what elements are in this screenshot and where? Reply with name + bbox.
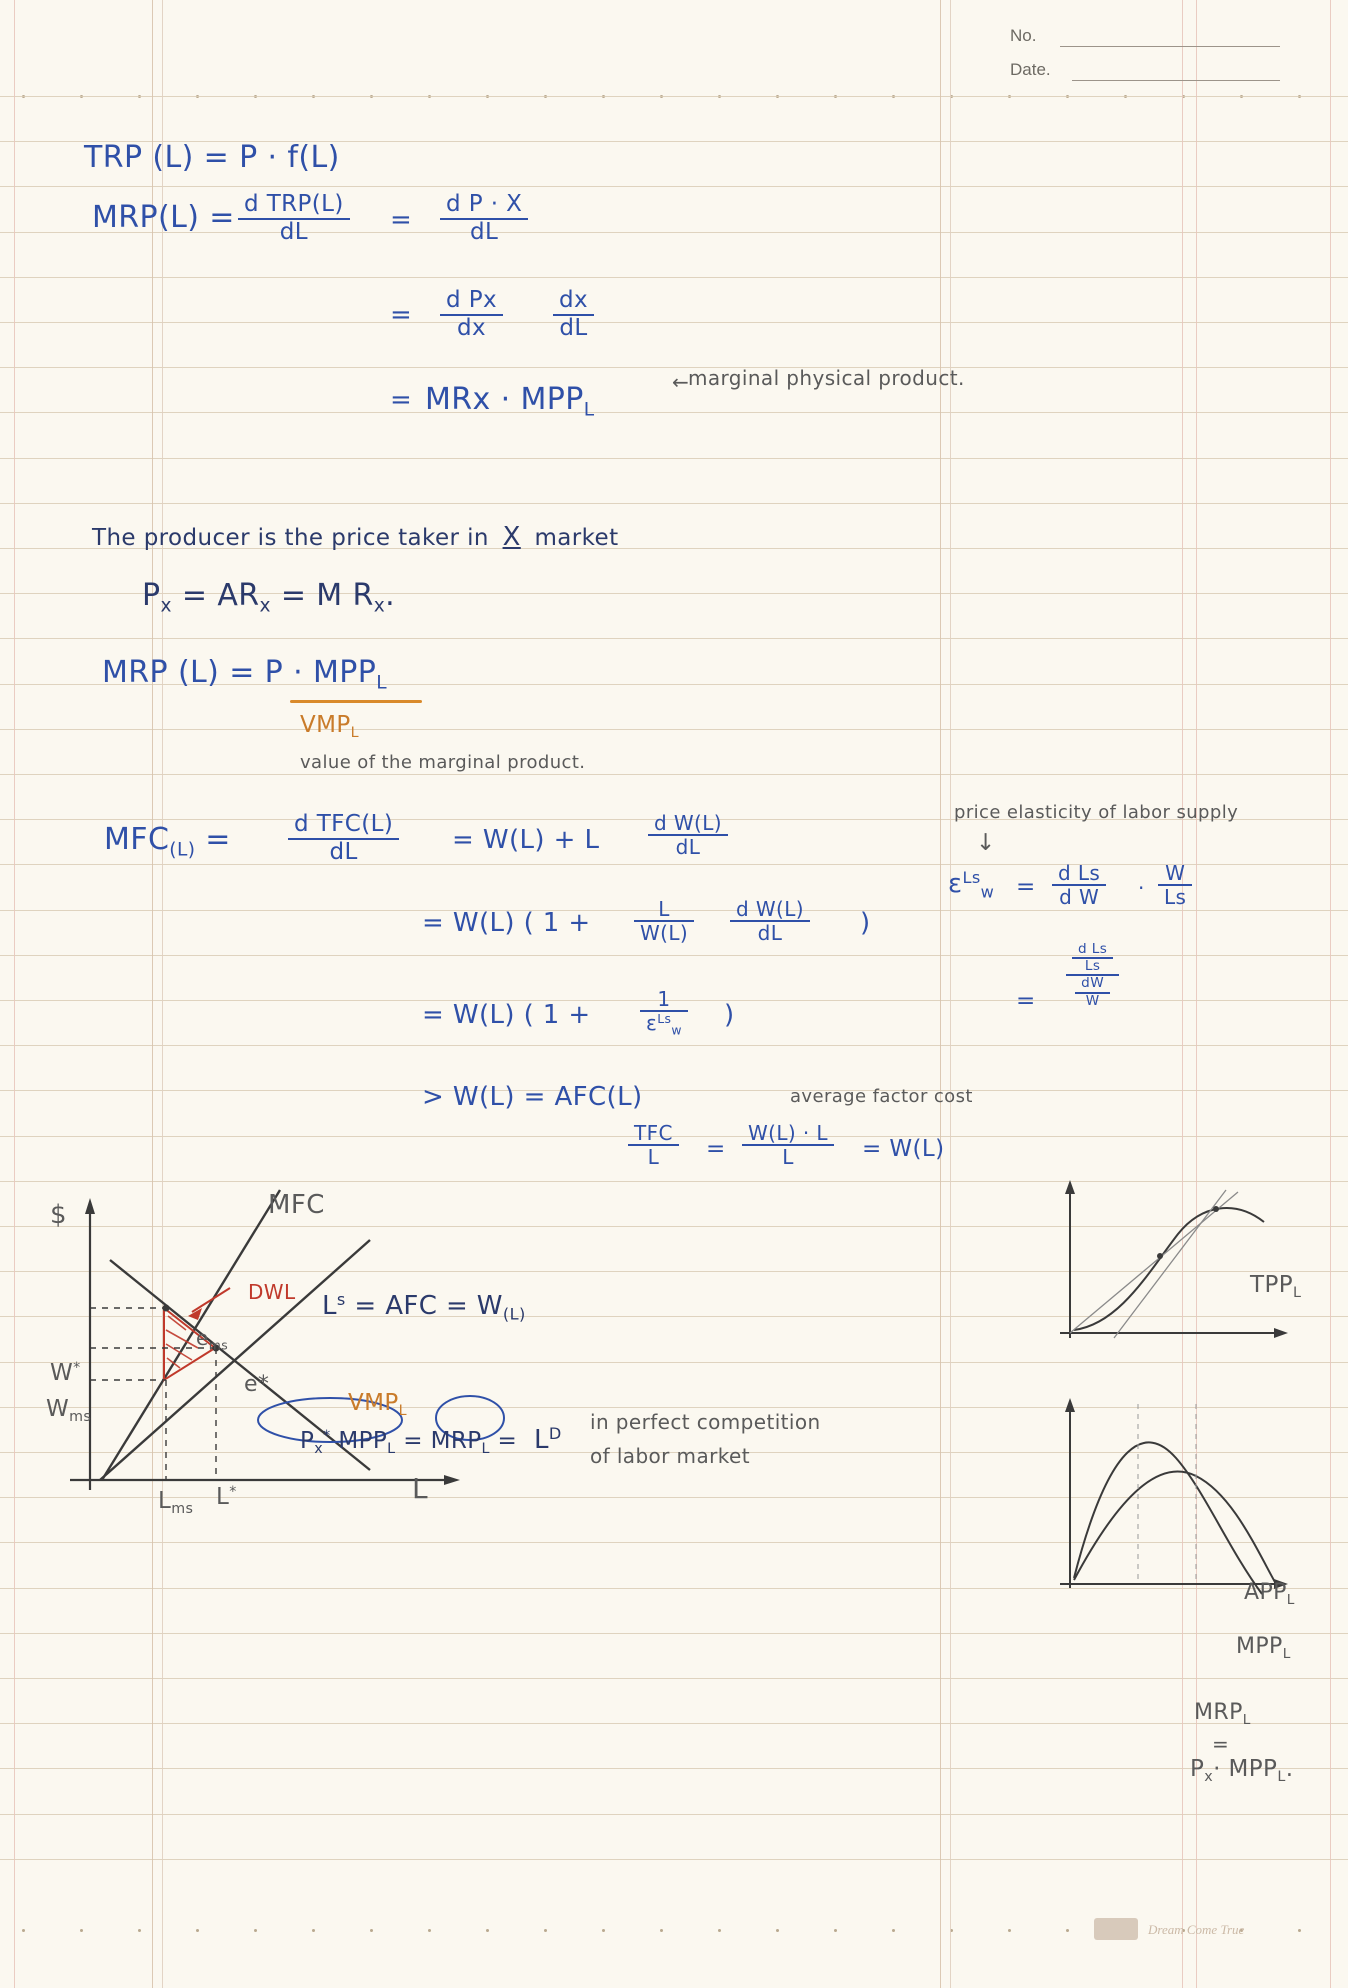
graph-x-axis-label: L xyxy=(412,1472,428,1505)
note-frac-4: $\frac{dx}{dL}$ xyxy=(553,288,594,342)
rule-line xyxy=(0,638,1348,639)
rule-line xyxy=(0,864,1348,865)
rule-line xyxy=(0,1768,1348,1769)
margin-line xyxy=(152,0,153,1988)
labor-market-graph xyxy=(40,1180,560,1540)
graph-ls-label: $L^s$ = AFC = $W_{(L)}$ xyxy=(322,1290,526,1324)
note-mrp-l: MRP $(L) = P \cdot MPP_L$ xyxy=(102,655,388,694)
graph-lms-label: $L_{ms}$ xyxy=(158,1488,194,1517)
arrow-down-icon: ↓ xyxy=(976,830,996,856)
graph-point-ems-label: $e_{ms}$ xyxy=(196,1326,229,1353)
note-mfc-frac-2: $\frac{\text{d W(L)}}{dL}$ xyxy=(648,812,728,859)
rule-line xyxy=(0,1814,1348,1815)
rule-line xyxy=(0,1045,1348,1046)
vmp-underline xyxy=(290,700,422,703)
note-mfc-def: $MFC_{(L)}$ = xyxy=(104,822,231,861)
rule-line xyxy=(0,367,1348,368)
brand-name: Dream Come True xyxy=(1148,1922,1245,1937)
note-afc-annotation: average factor cost xyxy=(790,1086,973,1107)
rule-line xyxy=(0,955,1348,956)
app-label: $APP_L$ xyxy=(1244,1580,1295,1608)
graph-wms-label: $W_{ms}$ xyxy=(46,1396,92,1425)
note-sentence: The producer is the price taker in X market xyxy=(92,522,619,552)
graph-mfc-label: MFC xyxy=(268,1190,325,1220)
note-afc-frac2: $\frac{W(L) \cdot L}{L}$ xyxy=(742,1122,834,1169)
mpp-label: $MPP_L$ xyxy=(1236,1634,1291,1662)
note-afc-eq2: = W(L) xyxy=(862,1136,945,1162)
note-eq-3: = xyxy=(390,385,413,415)
margin-line xyxy=(940,0,941,1988)
note-mfc-line3a: = W(L) ( 1 + xyxy=(422,1000,591,1030)
rule-line xyxy=(0,1723,1348,1724)
graph-point-estar-label: e* xyxy=(244,1372,270,1397)
note-elasticity-dot: · xyxy=(1138,876,1145,900)
note-vmp: $VMP_L$ xyxy=(300,712,359,741)
graph-lstar-label: L* xyxy=(216,1484,237,1510)
rule-line xyxy=(0,322,1348,323)
note-frac-3: $\frac{\text{d Px}}{dx}$ xyxy=(440,288,503,342)
graph-note-1: in perfect competition xyxy=(590,1410,821,1434)
rule-line xyxy=(0,729,1348,730)
graph-note-2: of labor market xyxy=(590,1444,750,1468)
note-elasticity-eq: = xyxy=(1016,874,1036,900)
annotation-mpp-text: marginal physical product. xyxy=(688,366,965,390)
note-mrp-def: MRP(L) = xyxy=(92,200,235,235)
header-no-label: No. xyxy=(1010,26,1037,45)
graph-vmp-label: $VMP_L$ xyxy=(348,1390,407,1419)
note-gt-line: > W(L) = AFC(L) xyxy=(422,1082,643,1112)
rule-line xyxy=(0,774,1348,775)
note-mfc-frac-4: $\frac{\text{d W(L)}}{dL}$ xyxy=(730,898,810,945)
rule-line xyxy=(0,458,1348,459)
rule-line xyxy=(0,186,1348,187)
note-mfc-frac-1: $\frac{\text{d TFC(L)}}{dL}$ xyxy=(288,812,399,866)
graph-y-axis-label: $ xyxy=(50,1200,67,1230)
mrp-eq: = xyxy=(1212,1732,1230,1756)
note-mfc-eq1: = W(L) + L xyxy=(452,825,600,855)
note-mr-mpp: MRx · $MPP_L$ xyxy=(425,382,595,421)
rule-line xyxy=(0,412,1348,413)
tpp-label: $TPP_L$ xyxy=(1250,1272,1302,1301)
header-no-rule xyxy=(1060,46,1280,47)
note-mfc-line2b: ) xyxy=(860,908,871,938)
note-mfc-line3b: ) xyxy=(724,1000,735,1030)
margin-line xyxy=(162,0,163,1988)
note-mfc-frac-3: $\frac{L}{W(L)}$ xyxy=(634,898,694,945)
note-frac-2: $\frac{\text{d P · X}}{dL}$ xyxy=(440,192,528,246)
margin-line xyxy=(14,0,15,1988)
rule-line xyxy=(0,1633,1348,1634)
header-date-rule xyxy=(1072,80,1280,81)
note-elasticity-eq2: = xyxy=(1016,988,1036,1014)
note-afc-eq: = xyxy=(706,1136,726,1162)
mrp-expand: $P_x\cdot MPP_L$. xyxy=(1190,1756,1294,1785)
note-eq-1: = xyxy=(390,205,413,235)
note-elasticity-eps: $\varepsilon^{Ls}_w$ xyxy=(948,868,995,902)
rule-line xyxy=(0,1678,1348,1679)
note-elasticity-frac2: $\frac{W}{Ls}$ xyxy=(1158,862,1192,909)
header-date-label: Date. xyxy=(1010,60,1051,79)
margin-line xyxy=(1182,0,1183,1988)
note-eq-2: = xyxy=(390,300,413,330)
note-afc-frac: $\frac{\text{TFC}}{L}$ xyxy=(628,1122,679,1169)
rule-line xyxy=(0,1859,1348,1860)
note-trp: TRP (L) = P · f(L) xyxy=(84,140,340,175)
graph-demand-label: $P_x^*$ $MPP_L = MRP_L$ = xyxy=(300,1428,518,1457)
annotation-mpp: ← xyxy=(672,370,690,394)
note-elasticity-frac3: $\frac{\frac{\text{d Ls}}{Ls}}{\frac{dW}{W}}$ xyxy=(1066,942,1119,1009)
margin-line xyxy=(1330,0,1331,1988)
margin-line xyxy=(1196,0,1197,1988)
margin-line xyxy=(950,0,951,1988)
brand-logo-icon xyxy=(1094,1918,1138,1940)
note-vmp-desc: value of the marginal product. xyxy=(300,752,586,773)
rule-line xyxy=(0,96,1348,97)
rule-line xyxy=(0,503,1348,504)
graph-wstar-label: W* xyxy=(50,1360,81,1386)
rule-line xyxy=(0,1090,1348,1091)
note-mfc-line2a: = W(L) ( 1 + xyxy=(422,908,591,938)
note-mfc-frac-5: $\frac{1}{\varepsilon^{Ls}_w}$ xyxy=(640,988,688,1038)
dot-row xyxy=(0,1929,1348,1932)
note-frac-1: $\frac{\text{d TRP(L)}}{dL}$ xyxy=(238,192,350,246)
note-elasticity-title: price elasticity of labor supply xyxy=(954,802,1239,823)
graph-dwl-label: DWL xyxy=(248,1280,296,1304)
note-px-line: $P_x = AR_x = M$ $R_x$. xyxy=(142,578,396,617)
mrp-label: $MRP_L$ xyxy=(1194,1700,1251,1728)
note-elasticity-frac1: $\frac{\text{d Ls}}{\text{d W}}$ xyxy=(1052,862,1106,909)
rule-line xyxy=(0,277,1348,278)
graph-ld-label: $L^D$ xyxy=(534,1424,562,1455)
